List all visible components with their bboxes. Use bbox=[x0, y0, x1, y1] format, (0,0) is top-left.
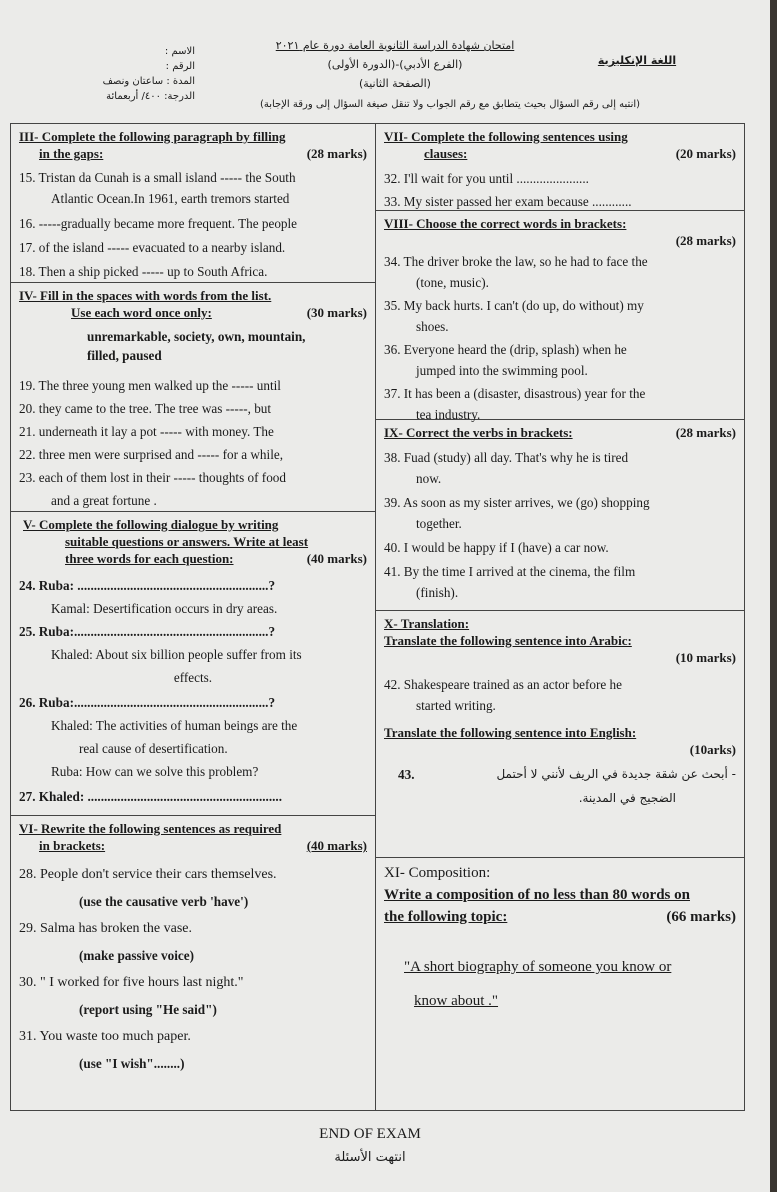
grade: الدرجة: ٤٠٠/ أربعمائة bbox=[106, 91, 195, 102]
end-of-exam-arabic: انتهت الأسئلة bbox=[334, 1150, 406, 1165]
question-40: 40. I would be happy if I (have) a car now. bbox=[384, 540, 609, 555]
question-25: 25. Ruba:...........................................................? bbox=[19, 624, 276, 639]
section-7 bbox=[376, 124, 744, 211]
question-37: 37. It has been a (disaster, disastrous) year for the bbox=[384, 386, 646, 401]
question-31: 31. You waste too much paper. bbox=[19, 1029, 191, 1044]
exam-branch: (الفرع الأدبي)-(الدورة الأولى) bbox=[327, 58, 463, 71]
word-list: unremarkable, society, own, mountain, filled, paused bbox=[87, 329, 306, 363]
question-16: 16. -----gradually became more frequent. The people bbox=[19, 216, 298, 231]
left-column bbox=[10, 123, 375, 1111]
student-info bbox=[60, 44, 195, 104]
section-9-heading: IX- Correct the verbs in brackets: (28 marks) bbox=[384, 425, 736, 440]
section-4: IV- Fill in the spaces with words from the list. Use each word once only: (30 marks) unremarkable, society, own, mountain, filled, paused 19. The three young men walked up the ----- until 20. they came to the tree. The tree was -----, but 21. underneath it lay a pot ----- with money. The 22. three men were surprised and ----- for a while, 23. each of them lost in their ----- thoughts of food and a great fortune . bbox=[11, 283, 375, 512]
question-15: 15. Tristan da Cunah is a small island ----- the South bbox=[19, 170, 296, 185]
duration: المدة : ساعتان ونصف bbox=[102, 76, 195, 87]
name-label: الاسم : bbox=[164, 46, 195, 57]
section-5: V- Complete the following dialogue by writing suitable questions or answers. Write at least three words for each question: (40 marks) 24. Ruba: ..........................................................? Kamal: Desertification occurs in dry areas. 25. Ruba:...........................................................? Khaled: About six billion people suffer from its effects. 26. Ruba:...........................................................? Khaled: The activities of human beings are the real cause of desertification. Ruba: How can we solve this problem? 27. Khaled: ........................................................... bbox=[11, 512, 375, 816]
question-41: 41. By the time I arrived at the cinema, the film bbox=[384, 564, 636, 579]
section-3-heading: III- Complete the following paragraph by filling in the gaps: (28 marks) bbox=[19, 129, 367, 161]
section-5-heading: V- Complete the following dialogue by writing suitable questions or answers. Write at least three words for each question: (40 marks) bbox=[23, 517, 367, 566]
section-9: IX- Correct the verbs in brackets: (28 marks) 38. Fuad (study) all day. That's why he is tired now. 39. As soon as my sister arrives, we (go) shopping together. 40. I would be happy if I (have) a car now. 41. By the time I arrived at the cinema, the film (finish). bbox=[376, 420, 744, 611]
question-36: 36. Everyone heard the (drip, splash) when he bbox=[384, 342, 627, 357]
section-11-heading: XI- Composition: (66 marks) Write a composition of no less than 80 words on the following topic: bbox=[384, 865, 736, 925]
section-8: VIII- Choose the correct words in brackets: (28 marks) 34. The driver broke the law, so he had to face the (tone, music). 35. My back hurts. I can't (do up, do without) my shoes. 36. Everyone heard the (drip, splash) when he jumped into the swimming pool. 37. It has been a (disaster, disastrous) year for the tea industry. bbox=[376, 211, 744, 420]
question-33: 33. My sister passed her exam because ............ bbox=[384, 194, 632, 209]
question-17: 17. of the island ----- evacuated to a nearby island. bbox=[19, 240, 286, 255]
exam-header bbox=[230, 36, 560, 93]
section-10-subheading: Translate the following sentence into English: (10arks) bbox=[384, 725, 736, 757]
question-18: 18. Then a ship picked ----- up to South Africa. bbox=[19, 264, 268, 279]
question-27: 27. Khaled: ........................................................... bbox=[19, 789, 283, 804]
question-24: 24. Ruba: ..........................................................? bbox=[19, 578, 276, 593]
section-6-heading: VI- Rewrite the following sentences as required in brackets: (40 marks) bbox=[19, 821, 367, 853]
question-38: 38. Fuad (study) all day. That's why he is tired bbox=[384, 450, 629, 465]
question-34: 34. The driver broke the law, so he had to face the bbox=[384, 254, 648, 269]
end-of-exam: END OF EXAM bbox=[319, 1126, 421, 1142]
subject: اللغة الإنكليزية bbox=[597, 54, 677, 67]
question-26: 26. Ruba:...........................................................? bbox=[19, 695, 276, 710]
section-8-heading: VIII- Choose the correct words in brackets: (28 marks) bbox=[384, 216, 736, 248]
section-11: XI- Composition: (66 marks) Write a composition of no less than 80 words on the following topic: "A short biography of someone you know or know about ." bbox=[376, 858, 744, 1120]
question-42: 42. Shakespeare trained as an actor before he bbox=[384, 677, 622, 692]
exam-footer bbox=[300, 1122, 440, 1170]
exam-page: (الصفحة الثانية) bbox=[359, 77, 431, 90]
section-10-heading: X- Translation: Translate the following sentence into Arabic: (10 marks) bbox=[384, 616, 736, 665]
question-28: 28. People don't service their cars themselves. bbox=[19, 867, 277, 882]
section-4-heading: IV- Fill in the spaces with words from the list. Use each word once only: (30 marks) bbox=[19, 288, 367, 320]
exam-title: امتحان شهادة الدراسة الثانوية العامة دورة عام ٢٠٢١ bbox=[275, 39, 515, 52]
question-20: 20. they came to the tree. The tree was -----, but bbox=[19, 401, 272, 416]
section-3: III- Complete the following paragraph by filling in the gaps: (28 marks) 15. Tristan da Cunah is a small island ----- the South Atlantic Ocean.In 1961, earth tremors started 16. -----gradually became more frequent. The people 17. of the island ----- evacuated to a nearby island. 18. Then a ship picked ----- up to South Africa. bbox=[11, 124, 375, 283]
question-29: 29. Salma has broken the vase. bbox=[19, 921, 193, 936]
question-39: 39. As soon as my sister arrives, we (go) shopping bbox=[384, 495, 650, 510]
section-6: VI- Rewrite the following sentences as required in brackets: (40 marks) 28. People don't service their cars themselves. (use the causative verb 'have') 29. Salma has broken the vase. (make passive voice) 30. " I worked for five hours last night." (report using "He said") 31. You waste too much paper. (use "I wish"........) bbox=[19, 821, 367, 1071]
question-22: 22. three men were surprised and ----- for a while, bbox=[19, 447, 284, 462]
section-10: X- Translation: Translate the following sentence into Arabic: (10 marks) 42. Shakespeare trained as an actor before he started writing. Translate the following sentence into English: (10arks) 43. - أبحث عن شقة جديدة في الريف لأنني لا أحتمل الضجيج في المدينة. bbox=[376, 611, 744, 858]
number-label: الرقم : bbox=[165, 61, 195, 72]
question-43: 43. - أبحث عن شقة جديدة في الريف لأنني لا أحتمل الضجيج في المدينة. bbox=[398, 767, 736, 805]
question-32: 32. I'll wait for you until ...................... bbox=[384, 171, 589, 186]
instruction-note: (انتبه إلى رقم السؤال بحيث يتطابق مع رقم الجواب ولا تنقل صيغة السؤال إلى ورقة الإجابة) bbox=[259, 99, 641, 110]
section-7-heading: VII- Complete the following sentences using clauses: (20 marks) bbox=[384, 129, 736, 161]
question-21: 21. underneath it lay a pot ----- with money. The bbox=[19, 424, 274, 439]
question-19: 19. The three young men walked up the ----- until bbox=[19, 378, 281, 393]
question-35: 35. My back hurts. I can't (do up, do without) my bbox=[384, 298, 644, 313]
composition-topic: "A short biography of someone you know or bbox=[404, 959, 672, 975]
question-23: 23. each of them lost in their ----- thoughts of food bbox=[19, 470, 286, 485]
right-column bbox=[375, 123, 745, 1111]
question-30: 30. " I worked for five hours last night." bbox=[19, 975, 244, 990]
